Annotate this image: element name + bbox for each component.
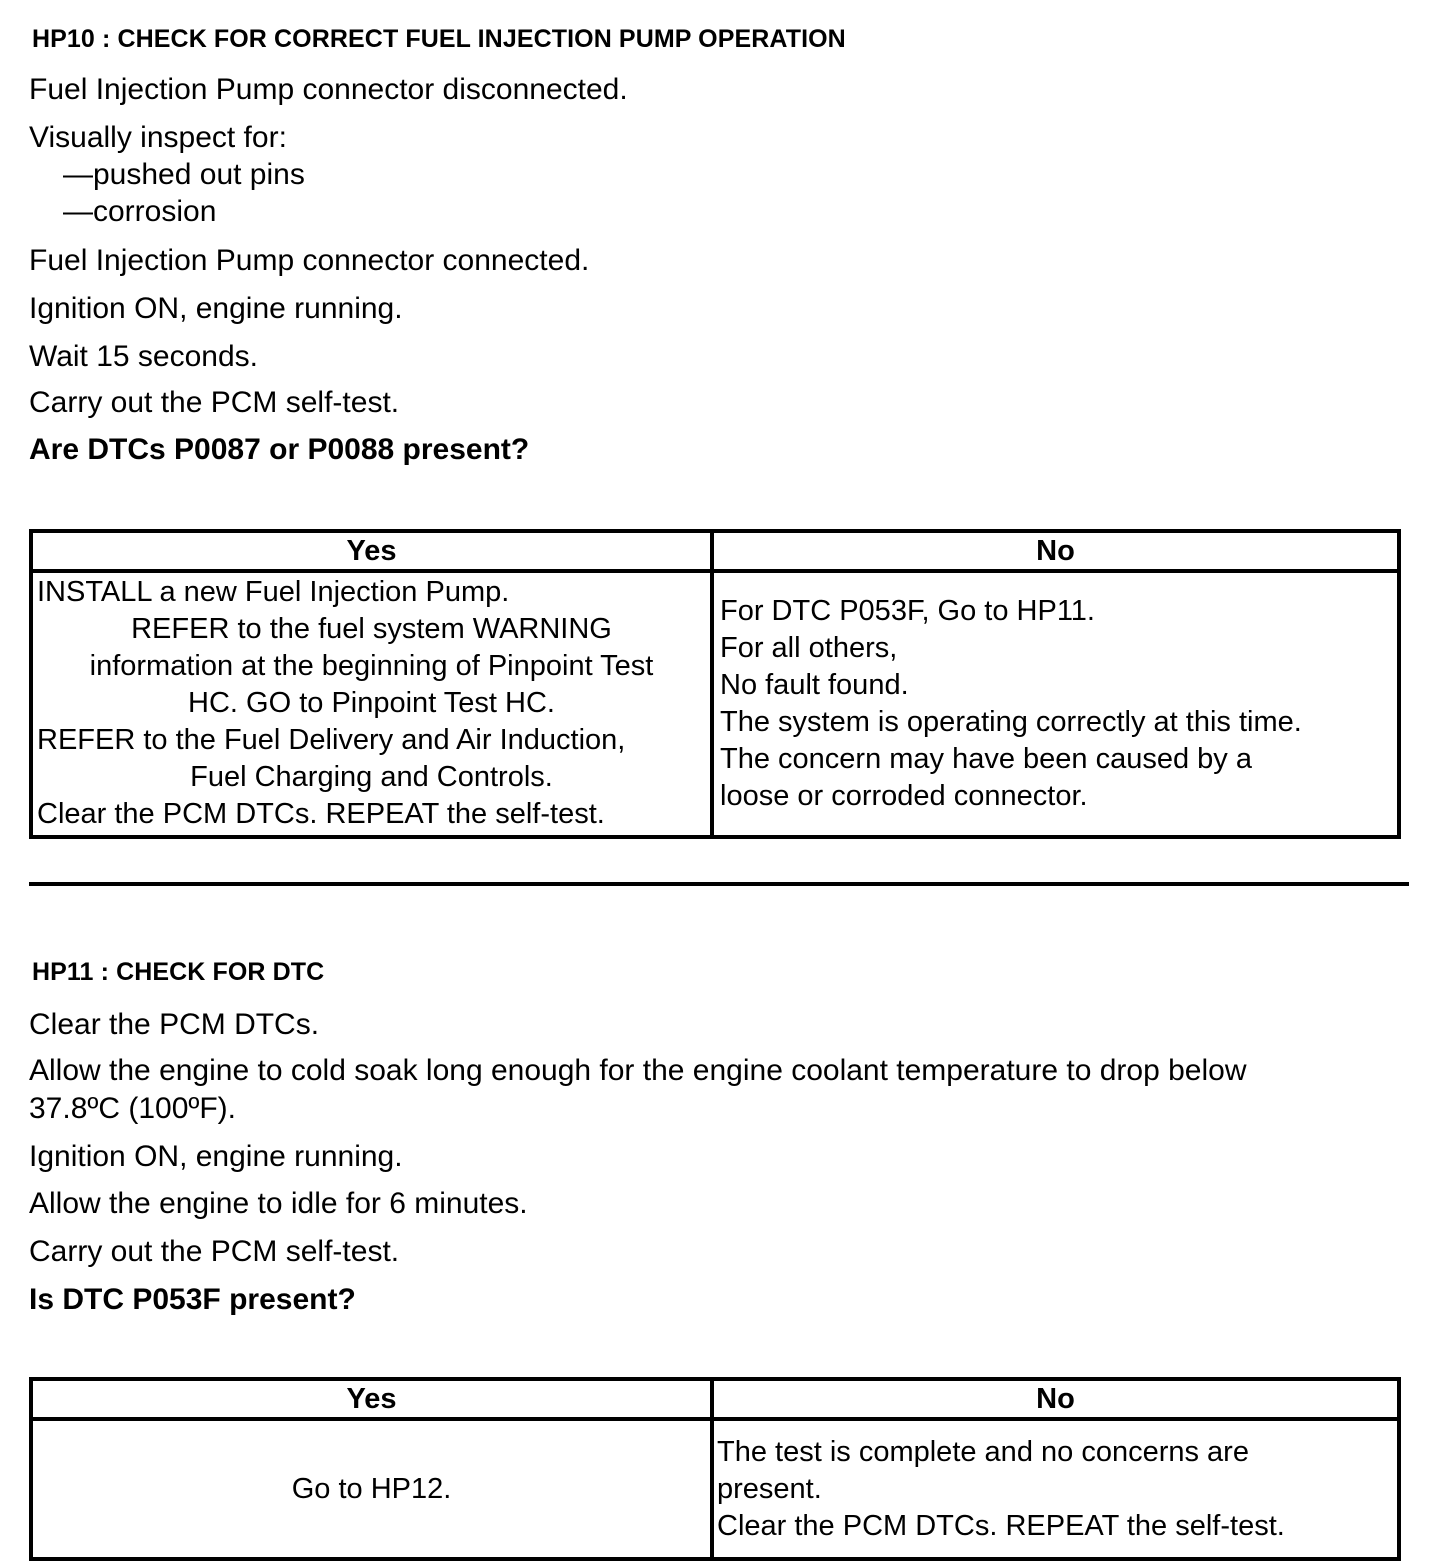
hp11-step: Allow the engine to idle for 6 minutes.: [29, 1187, 528, 1220]
section-divider: [29, 882, 1409, 886]
hp11-step: Allow the engine to cold soak long enough for the engine coolant temperature to drop below: [29, 1054, 1247, 1087]
hp10-no-line: No fault found.: [720, 669, 909, 701]
hp11-no-line: Clear the PCM DTCs. REPEAT the self-test.: [717, 1509, 1285, 1542]
hp11-question: Is DTC P053F present?: [29, 1283, 356, 1316]
hp10-yes-line: REFER to the Fuel Delivery and Air Induction,: [37, 723, 626, 756]
hp10-no-cell: [712, 571, 1399, 837]
hp11-result-table: [29, 1377, 1401, 1561]
yes-column-header: Yes: [31, 1379, 712, 1419]
hp10-step: Carry out the PCM self-test.: [29, 386, 400, 419]
hp11-yes-text: Go to HP12.: [291, 1472, 452, 1505]
hp10-no-line: For all others,: [720, 632, 898, 664]
hp10-yes-line: HC. GO to Pinpoint Test HC.: [188, 686, 555, 719]
hp10-step: Visually inspect for:: [29, 121, 287, 154]
hp10-step: Fuel Injection Pump connector disconnected.: [29, 73, 628, 106]
hp11-no-line: The test is complete and no concerns are: [717, 1435, 1249, 1468]
hp10-title: HP10 : CHECK FOR CORRECT FUEL INJECTION PUMP OPERATION: [32, 25, 846, 53]
hp11-title: HP11 : CHECK FOR DTC: [32, 958, 325, 986]
hp10-yes-line: INSTALL a new Fuel Injection Pump.: [37, 575, 510, 608]
hp10-yes-line: Clear the PCM DTCs. REPEAT the self-test.: [37, 797, 605, 830]
hp11-step: Clear the PCM DTCs.: [29, 1008, 320, 1041]
hp11-step: 37.8ºC (100ºF).: [29, 1092, 236, 1125]
hp10-no-line: loose or corroded connector.: [720, 780, 1088, 812]
hp10-no-line: For DTC P053F, Go to HP11.: [720, 595, 1095, 627]
hp10-no-line: The system is operating correctly at this time.: [720, 706, 1302, 738]
hp11-step: Ignition ON, engine running.: [29, 1140, 403, 1173]
hp11-yes-cell: [31, 1419, 712, 1559]
hp10-yes-line: REFER to the fuel system WARNING: [131, 612, 612, 645]
hp10-step-sub: —pushed out pins: [63, 158, 305, 191]
hp11-step: Carry out the PCM self-test.: [29, 1235, 400, 1268]
hp11-no-line: present.: [717, 1472, 822, 1505]
hp10-question: Are DTCs P0087 or P0088 present?: [29, 433, 530, 466]
hp10-step-sub: —corrosion: [63, 195, 217, 228]
hp11-no-cell: [712, 1419, 1399, 1559]
hp10-step: Wait 15 seconds.: [29, 340, 258, 373]
hp10-result-table: [29, 529, 1401, 839]
no-column-header: No: [712, 1379, 1399, 1419]
yes-column-header: Yes: [31, 531, 712, 571]
hp10-step: Fuel Injection Pump connector connected.: [29, 244, 590, 277]
hp10-yes-cell: [31, 571, 712, 837]
hp10-yes-line: Fuel Charging and Controls.: [190, 760, 553, 793]
hp10-step: Ignition ON, engine running.: [29, 292, 403, 325]
no-column-header: No: [712, 531, 1399, 571]
hp10-no-line: The concern may have been caused by a: [720, 743, 1252, 775]
hp10-yes-line: information at the beginning of Pinpoint Test: [89, 649, 654, 682]
